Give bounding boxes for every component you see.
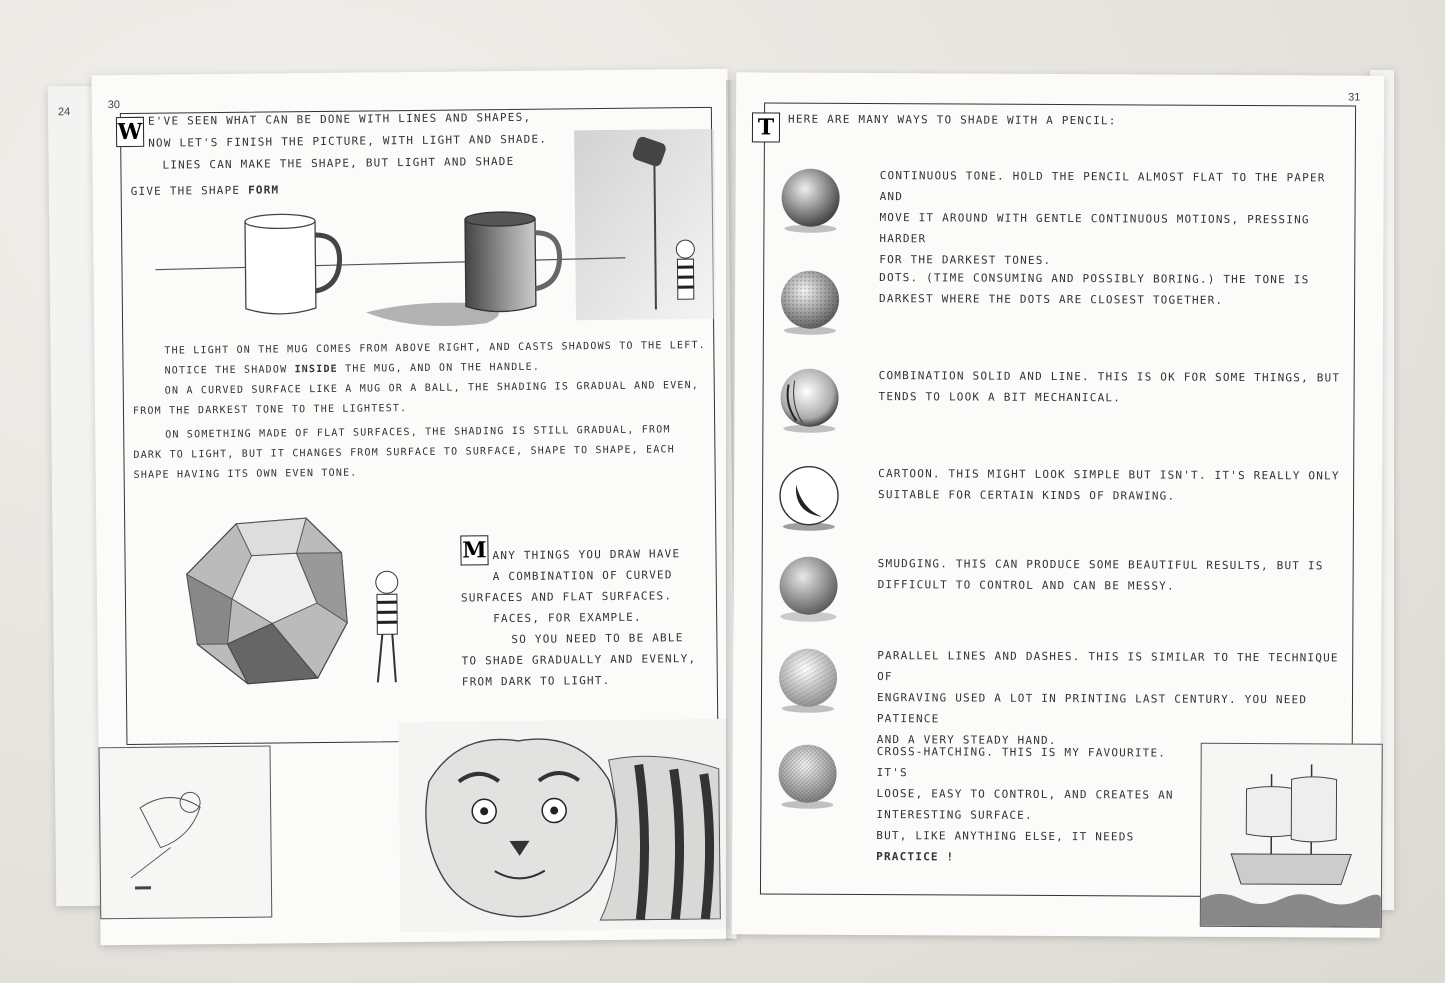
sphere-continuous-tone: [775, 165, 845, 235]
left-page: [91, 69, 736, 946]
dropcap-w: W: [116, 117, 144, 147]
side-line-6: TO SHADE GRADUALLY AND EVENLY,: [461, 652, 697, 668]
technique-cartoon: [774, 463, 1348, 536]
technique-7-line-4: BUT, LIKE ANYTHING ELSE, IT NEEDS: [876, 829, 1135, 844]
technique-7-line-3: INTERESTING SURFACE.: [876, 808, 1033, 822]
side-line-5: SO YOU NEED TO BE ABLE: [511, 631, 684, 646]
technique-2-line-2: DARKEST WHERE THE DOTS ARE CLOSEST TOGETHER.: [879, 292, 1224, 307]
technique-6-line-3: AND A VERY STEADY HAND.: [876, 733, 1057, 747]
technique-1-line-2: MOVE IT AROUND WITH GENTLE CONTINUOUS MOTIONS, PRESSING HARDER: [879, 211, 1310, 246]
technique-3-text: [879, 365, 1349, 409]
form-emphasis: FORM: [247, 183, 280, 197]
practice-punct: !: [946, 850, 955, 864]
body-line-6: DARK TO LIGHT, BUT IT CHANGES FROM SURFACE TO SURFACE, SHAPE TO SHAPE, EACH: [133, 444, 676, 461]
technique-7-line-5: [876, 846, 1196, 869]
right-page-number: 31: [1348, 91, 1361, 104]
sphere-cross-hatching: [772, 741, 842, 811]
technique-6-text: [877, 645, 1348, 752]
sphere-smudging: [773, 553, 843, 623]
technique-5-text: [878, 553, 1348, 597]
left-page-number: 30: [107, 99, 121, 112]
dropcap-t: T: [752, 112, 780, 142]
intro-line-3: LINES CAN MAKE THE SHAPE, BUT LIGHT AND SHADE: [162, 154, 515, 172]
technique-3-line-2: TENDS TO LOOK A BIT MECHANICAL.: [878, 390, 1122, 405]
bottom-left-thumbnail: [98, 746, 272, 920]
tiger-illustration: [398, 719, 730, 932]
intro-line-1: E'VE SEEN WHAT CAN BE DONE WITH LINES AND SHAPES,: [147, 110, 532, 128]
technique-5-line-2: DIFFICULT TO CONTROL AND CAN BE MESSY.: [877, 578, 1175, 593]
technique-4-line-1: CARTOON. THIS MIGHT LOOK SIMPLE BUT ISN'T. IT'S REALLY ONLY: [878, 467, 1340, 483]
technique-6-line-2: ENGRAVING USED A LOT IN PRINTING LAST CENTURY. YOU NEED PATIENCE: [876, 691, 1308, 726]
practice-emphasis: PRACTICE: [876, 850, 939, 864]
dropcap-m: M: [460, 535, 488, 565]
body-line-2-text: NOTICE THE SHADOW: [164, 364, 288, 377]
technique-2-text: [879, 267, 1349, 311]
ship-sketch: [1201, 744, 1382, 927]
side-line-4: FACES, FOR EXAMPLE.: [493, 610, 642, 626]
technique-parallel-lines: [773, 645, 1348, 753]
technique-1-text: [879, 165, 1350, 272]
inside-emphasis: INSIDE: [294, 363, 338, 376]
sphere-dots: [775, 267, 845, 337]
technique-4-text: [878, 463, 1348, 507]
technique-6-line-1: PARALLEL LINES AND DASHES. THIS IS SIMILAR TO THE TECHNIQUE OF: [877, 649, 1339, 684]
body-line-1: THE LIGHT ON THE MUG COMES FROM ABOVE RIGHT, AND CASTS SHADOWS TO THE LEFT.: [164, 339, 706, 357]
witch-sketch: [100, 747, 272, 919]
technique-solid-and-line: [774, 365, 1348, 438]
side-line-2: A COMBINATION OF CURVED: [492, 568, 673, 584]
body-line-3: ON A CURVED SURFACE LIKE A MUG OR A BALL, THE SHADING IS GRADUAL AND EVEN,: [164, 380, 700, 397]
technique-2-line-1: DOTS. (TIME CONSUMING AND POSSIBLY BORING.) THE TONE IS: [879, 271, 1310, 287]
mugs-illustration: [144, 129, 716, 335]
body-line-7: SHAPE HAVING ITS OWN EVEN TONE.: [133, 467, 358, 481]
sphere-parallel-lines: [773, 645, 843, 715]
right-intro: HERE ARE MANY WAYS TO SHADE WITH A PENCIL:: [787, 112, 1117, 128]
back-page-number: 24: [57, 106, 71, 119]
body-line-2-tail: THE MUG, AND ON THE HANDLE.: [345, 361, 541, 375]
technique-1-line-1: CONTINUOUS TONE. HOLD THE PENCIL ALMOST FLAT TO THE PAPER AND: [879, 169, 1326, 204]
technique-continuous-tone: [775, 165, 1350, 273]
technique-7-text: [876, 741, 1197, 869]
intro-line-2: NOW LET'S FINISH THE PICTURE, WITH LIGHT AND SHADE.: [148, 132, 548, 150]
technique-4-line-2: SUITABLE FOR CERTAIN KINDS OF DRAWING.: [878, 488, 1176, 503]
technique-7-line-2: LOOSE, EASY TO CONTROL, AND CREATES AN: [876, 787, 1174, 802]
technique-dots: [775, 267, 1349, 340]
technique-1-line-3: FOR THE DARKEST TONES.: [879, 253, 1052, 267]
technique-5-line-1: SMUDGING. THIS CAN PRODUCE SOME BEAUTIFUL RESULTS, BUT IS: [877, 557, 1324, 573]
polyhedron-illustration: [176, 512, 438, 705]
side-line-1: ANY THINGS YOU DRAW HAVE: [492, 547, 681, 563]
body-line-4: FROM THE DARKEST TONE TO THE LIGHTEST.: [132, 403, 408, 417]
technique-3-line-1: COMBINATION SOLID AND LINE. THIS IS OK FOR SOME THINGS, BUT: [878, 369, 1341, 385]
side-line-7: FROM DARK TO LIGHT.: [461, 673, 611, 689]
technique-smudging: [773, 553, 1347, 626]
intro-line-4-text: GIVE THE SHAPE: [130, 183, 241, 198]
technique-cross-hatching: [772, 741, 1197, 869]
sphere-cartoon: [774, 463, 844, 533]
side-line-3: SURFACES AND FLAT SURFACES.: [460, 589, 673, 605]
right-page: [732, 72, 1385, 937]
body-line-5: ON SOMETHING MADE OF FLAT SURFACES, THE SHADING IS STILL GRADUAL, FROM: [165, 424, 671, 441]
ship-thumbnail: [1200, 743, 1383, 928]
sphere-solid-and-line: [774, 365, 844, 435]
technique-7-line-1: CROSS-HATCHING. THIS IS MY FAVOURITE. IT'S: [876, 745, 1167, 780]
